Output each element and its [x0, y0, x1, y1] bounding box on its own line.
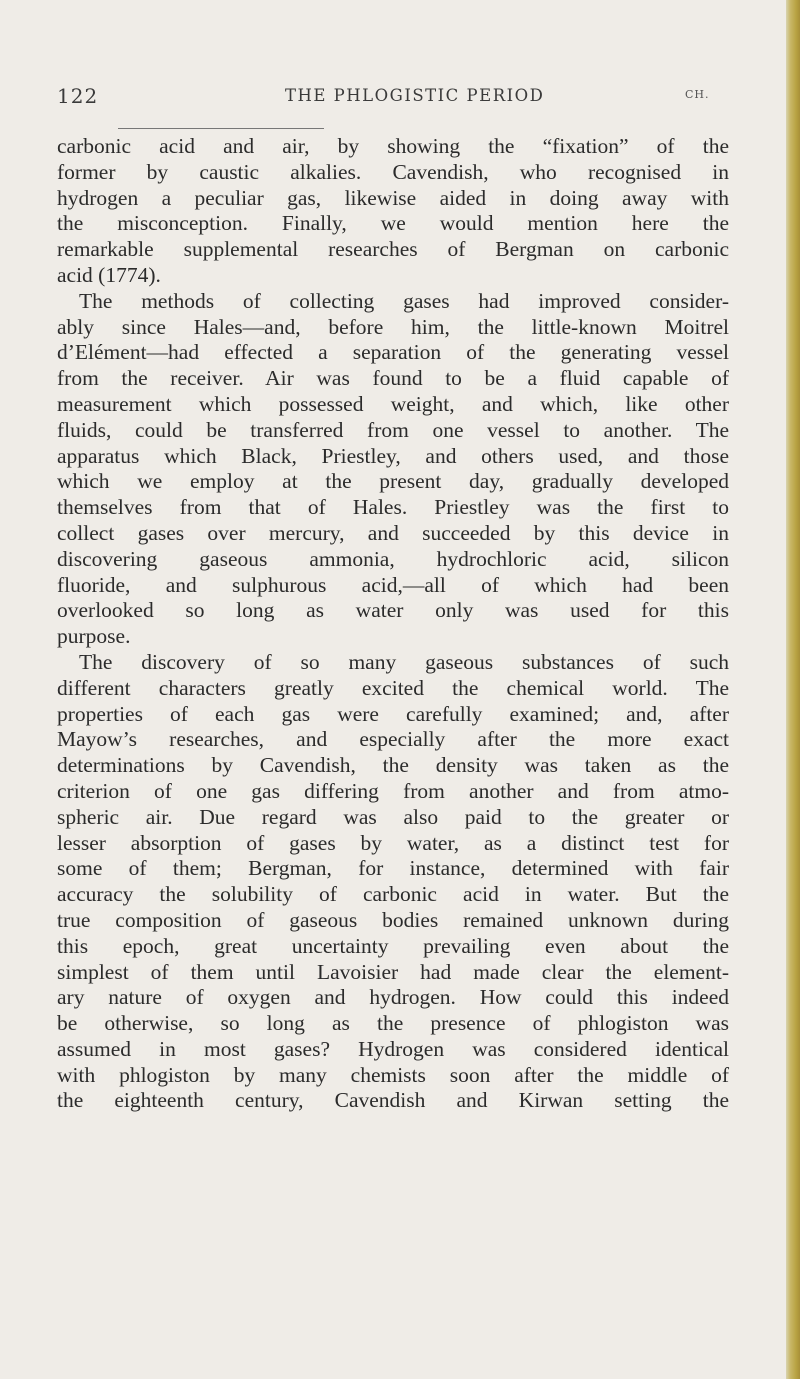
text-line: ary nature of oxygen and hydrogen. How could this indeed: [57, 985, 729, 1010]
chapter-mark: CH.: [685, 88, 710, 101]
page-number: 122: [57, 84, 99, 108]
text-line: spheric air. Due regard was also paid to the greater or: [57, 804, 729, 829]
text-line: the eighteenth century, Cavendish and Kirwan setting the: [57, 1088, 729, 1113]
text-line: themselves from that of Hales. Priestley was the first to: [57, 495, 729, 520]
running-title: THE PHLOGISTIC PERIOD: [285, 86, 545, 105]
text-line: measurement which possessed weight, and which, like other: [57, 391, 729, 416]
text-line: collect gases over mercury, and succeeded by this device in: [57, 520, 729, 545]
text-line: this epoch, great uncertainty prevailing even about the: [57, 933, 729, 958]
paragraph-2: [57, 289, 729, 650]
text-line: discovering gaseous ammonia, hydrochloric acid, silicon: [57, 546, 729, 571]
text-line: assumed in most gases? Hydrogen was considered identical: [57, 1036, 729, 1061]
paragraph-1: [57, 134, 729, 289]
text-line: overlooked so long as water only was used for this: [57, 598, 729, 623]
text-line: true composition of gaseous bodies remained unknown during: [57, 907, 729, 932]
text-line: The methods of collecting gases had improved consider-: [79, 288, 729, 313]
text-line: acid (1774).: [57, 262, 161, 287]
text-line: different characters greatly excited the chemical world. The: [57, 675, 729, 700]
text-line: which we employ at the present day, gradually developed: [57, 469, 729, 494]
running-head: [57, 80, 717, 110]
text-line: simplest of them until Lavoisier had made clear the element-: [57, 959, 729, 984]
text-line: hydrogen a peculiar gas, likewise aided in doing away with: [57, 185, 729, 210]
text-line: with phlogiston by many chemists soon after the middle of: [57, 1062, 729, 1087]
text-line: purpose.: [57, 624, 131, 649]
text-line: carbonic acid and air, by showing the “fixation” of the: [57, 134, 729, 158]
paragraph-3: [57, 650, 729, 1114]
body-text: [57, 134, 729, 1114]
text-line: remarkable supplemental researches of Bergman on carbonic: [57, 237, 729, 262]
header-rule: [118, 128, 324, 129]
text-line: The discovery of so many gaseous substances of such: [79, 649, 729, 674]
text-line: be otherwise, so long as the presence of phlogiston was: [57, 1011, 729, 1036]
text-line: fluids, could be transferred from one vessel to another. The: [57, 417, 729, 442]
text-line: accuracy the solubility of carbonic acid in water. But the: [57, 882, 729, 907]
page-edge: [786, 0, 800, 1379]
text-line: properties of each gas were carefully examined; and, after: [57, 701, 729, 726]
text-line: ably since Hales—and, before him, the little-known Moitrel: [57, 314, 729, 339]
text-line: criterion of one gas differing from another and from atmo-: [57, 778, 729, 803]
text-line: d’Elément—had effected a separation of the generating vessel: [57, 340, 729, 365]
text-line: apparatus which Black, Priestley, and others used, and those: [57, 443, 729, 468]
text-line: lesser absorption of gases by water, as a distinct test for: [57, 830, 729, 855]
text-line: some of them; Bergman, for instance, determined with fair: [57, 856, 729, 881]
text-line: from the receiver. Air was found to be a fluid capable of: [57, 366, 729, 391]
text-line: Mayow’s researches, and especially after the more exact: [57, 727, 729, 752]
text-line: former by caustic alkalies. Cavendish, who recognised in: [57, 159, 729, 184]
text-line: fluoride, and sulphurous acid,—all of which had been: [57, 572, 729, 597]
text-line: determinations by Cavendish, the density was taken as the: [57, 753, 729, 778]
text-line: the misconception. Finally, we would mention here the: [57, 211, 729, 236]
